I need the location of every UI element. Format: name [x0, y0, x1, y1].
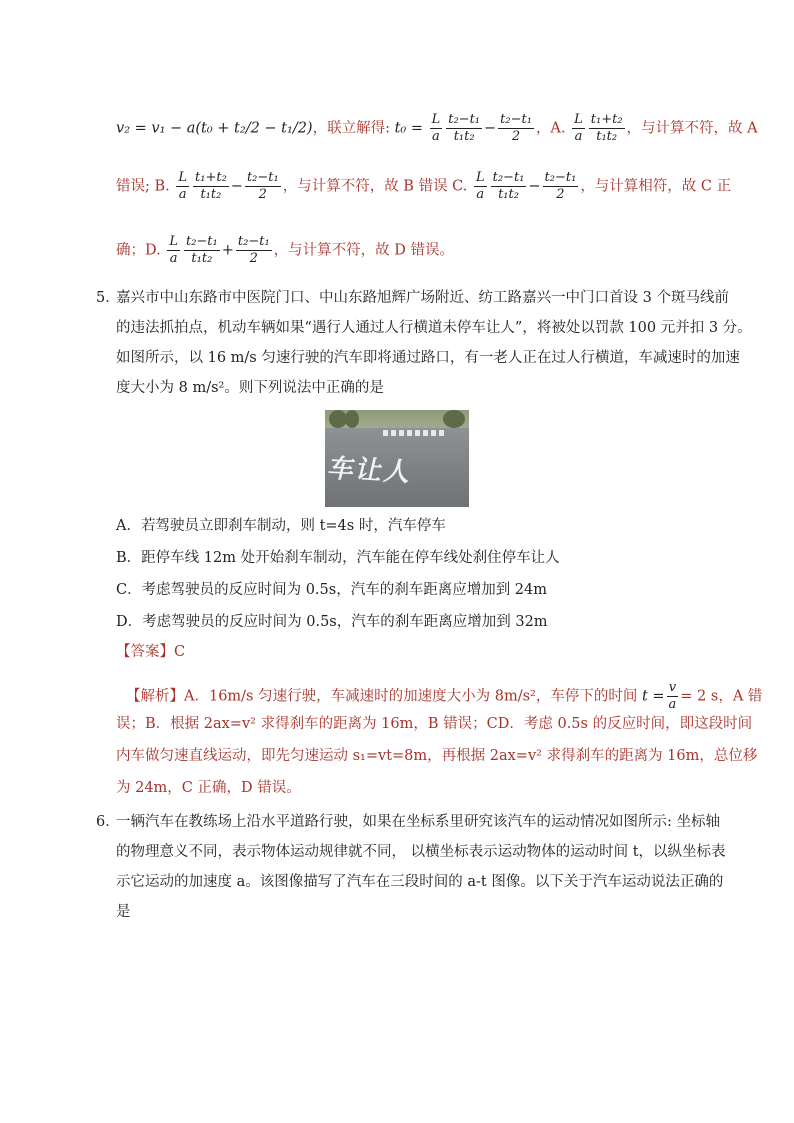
solution-text: ，联立解得:: [312, 120, 390, 137]
q6-stem-line: 是: [116, 904, 131, 920]
solution-line-1: v₂ = v₁ − a(t₀ + t₂/2 − t₁/2)，联立解得: t₀ = $\frac{L}{a}$ $\frac{\text{t₂−t₁}}{\text{t₁t₂}}$ − $\frac{\text{t₂−t₁}}{2}$ ，A. $\frac{L}{a}$ $\frac{\text{t₁+t₂}}{\text{t₁t₂}}$ ，与计算不符，故 A: [116, 112, 758, 144]
fraction: $\frac{\text{t₂−t₁}}{\text{t₁t₂}}$: [448, 112, 481, 144]
q5-stem-line: 如图所示，以 16 m/s 匀速行驶的汽车即将通过路口，有一老人正在过人行横道，车减速时的加速: [116, 350, 740, 366]
q6-stem-line: 一辆汽车在教练场上沿水平道路行驶，如果在坐标系里研究该汽车的运动情况如图所示: 坐标轴: [116, 814, 720, 830]
analysis-line-3: 内车做匀速直线运动，即先匀速运动 s₁=vt=8m，再根据 2ax=v² 求得刹车的距离为 16m，总位移: [116, 748, 758, 764]
analysis-line-1: 【解析】A．16m/s 匀速行驶，车减速时的加速度大小为 8m/s²，车停下的时间 t = $\frac{v}{a}$ = 2 s，A 错: [126, 680, 763, 712]
q5-stem-line: 嘉兴市中山东路市中医院门口、中山东路旭辉广场附近、纺工路嘉兴一中门口首设 3 个斑马线前: [116, 290, 729, 306]
fraction: $\frac{\text{t₂−t₁}}{\text{t₁t₂}}$: [185, 234, 218, 266]
road-marking-text: 车让人: [325, 453, 416, 489]
eq-v2: v₂ = v₁ − a: [116, 120, 196, 137]
answer-value: C: [174, 644, 186, 660]
fraction: $\frac{\text{t₂−t₁}}{2}$: [500, 112, 532, 144]
solution-text: ，与计算不符，故 B 错误 C.: [282, 178, 468, 195]
analysis-text: A．16m/s 匀速行驶，车减速时的加速度大小为 8m/s²，车停下的时间: [184, 688, 638, 705]
analysis-label: 【解析】: [126, 688, 184, 705]
analysis-line-4: 为 24m，C 正确，D 错误。: [116, 780, 301, 796]
option-d: D．考虑驾驶员的反应时间为 0.5s，汽车的刹车距离应增加到 32m: [116, 614, 548, 630]
eq-paren: (t₀ + t₂/2 − t₁/2): [195, 120, 313, 137]
solution-text: ，A.: [535, 120, 566, 137]
option-c: C．考虑驾驶员的反应时间为 0.5s，汽车的刹车距离应增加到 24m: [116, 582, 548, 598]
analysis-line-2: 误；B．根据 2ax=v² 求得刹车的距离为 16m，B 错误；CD．考虑 0.5s 的反应时间，即这段时间: [116, 716, 753, 732]
analysis-text: = 2 s，A 错: [680, 688, 763, 705]
solution-text: ，与计算不符，故 A: [626, 120, 758, 137]
solution-text: ，与计算相符，故 C 正: [580, 178, 732, 195]
fraction: $\frac{L}{a}$: [475, 170, 485, 202]
option-a: A．若驾驶员立即刹车制动，则 t=4s 时，汽车停车: [116, 518, 446, 534]
fraction: $\frac{\text{t₁+t₂}}{\text{t₁t₂}}$: [195, 170, 227, 202]
fraction: $\frac{L}{a}$: [431, 112, 441, 144]
fraction: $\frac{\text{t₂−t₁}}{\text{t₁t₂}}$: [492, 170, 525, 202]
solution-line-3: 确；D. $\frac{L}{a}$ $\frac{\text{t₂−t₁}}{\text{t₁t₂}}$ + $\frac{\text{t₂−t₁}}{2}$ ，与计算不符，故 D 错误。: [116, 234, 454, 266]
fraction: $\frac{L}{a}$: [574, 112, 583, 144]
answer-label: 【答案】: [116, 644, 174, 660]
q6-stem-line: 示它运动的加速度 a。该图像描写了汽车在三段时间的 a-t 图像。以下关于汽车运动说法正确的: [116, 874, 724, 890]
solution-text: ，与计算不符，故 D 错误。: [273, 242, 454, 259]
solution-text: 确；D.: [116, 242, 161, 259]
q6-stem-line: 的物理意义不同，表示物体运动规律就不同， 以横坐标表示运动物体的运动时间 t，以纵坐标表: [116, 844, 726, 860]
answer-line: [116, 642, 185, 662]
fraction: $\frac{\text{t₂−t₁}}{2}$: [237, 234, 270, 266]
question-number: 5．: [96, 290, 120, 306]
fraction: $\frac{L}{a}$: [169, 234, 178, 266]
fraction: $\frac{\text{t₂−t₁}}{2}$: [246, 170, 279, 202]
crosswalk-photo: [325, 410, 469, 507]
question-number: 6．: [96, 814, 120, 830]
q5-stem-line: 的违法抓拍点，机动车辆如果“遇行人通过人行横道未停车让人”，将被处以罚款 100 元并扣 3 分。: [116, 320, 752, 336]
eq-t0: t₀ =: [394, 120, 423, 137]
solution-text: 错误; B.: [116, 178, 170, 195]
fraction: $\frac{v}{a}$: [668, 680, 677, 712]
option-b: B．距停车线 12m 处开始刹车制动，汽车能在停车线处刹住停车让人: [116, 550, 560, 566]
fraction: $\frac{L}{a}$: [178, 170, 188, 202]
q5-stem-line: 度大小为 8 m/s²。则下列说法中正确的是: [116, 380, 384, 396]
fraction: $\frac{\text{t₂−t₁}}{2}$: [544, 170, 577, 202]
solution-line-2: 错误; B. $\frac{L}{a}$ $\frac{\text{t₁+t₂}}{\text{t₁t₂}}$ − $\frac{\text{t₂−t₁}}{2}$ ，与计算不符，故 B 错误 C. $\frac{L}{a}$ $\frac{\text{t₂−t₁}}{\text{t₁t₂}}$ − $\frac{\text{t₂−t₁}}{2}$ ，与计算相符，故 C 正: [116, 170, 732, 202]
fraction: $\frac{\text{t₁+t₂}}{\text{t₁t₂}}$: [590, 112, 623, 144]
